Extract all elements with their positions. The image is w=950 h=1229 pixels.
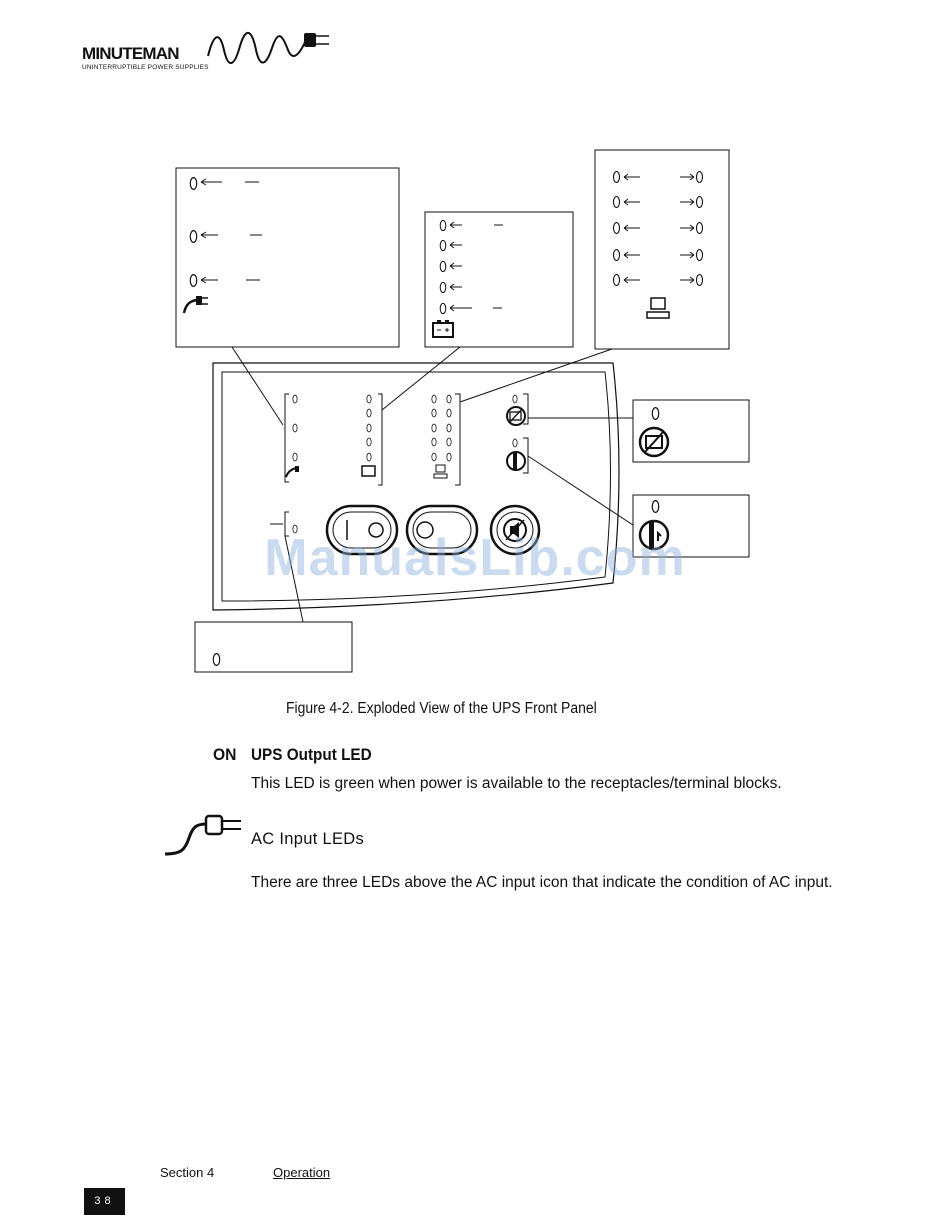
- computer-load-icon: [647, 298, 669, 318]
- battery-icon: [433, 321, 453, 337]
- footer-chapter: Operation: [273, 1165, 331, 1180]
- ac-input-title: AC Input LEDs: [251, 830, 365, 848]
- on-section-tag: ON: [213, 745, 237, 764]
- logo-wordmark: MINUTEMAN: [82, 44, 179, 63]
- leader-ac: [232, 347, 283, 425]
- footer-section: Section 4: [160, 1165, 215, 1180]
- replace-battery-icon: [640, 428, 668, 456]
- callout-battery: [425, 212, 573, 347]
- callout-ac-input: [176, 168, 399, 347]
- callout-ac-input-leds: [190, 178, 262, 287]
- leader-site-fault: [528, 456, 633, 525]
- logo-tagline: UNINTERRUPTIBLE POWER SUPPLIES: [82, 64, 209, 71]
- figure-caption: Figure 4-2. Exploded View of the UPS Front Panel: [286, 700, 597, 717]
- leader-load: [460, 349, 612, 402]
- on-section-body: This LED is green when power is available to the receptacles/terminal blocks.: [251, 775, 782, 792]
- panel-load-leds: [432, 394, 460, 485]
- leader-battery: [382, 347, 460, 410]
- panel-ac-leds: [285, 394, 299, 482]
- ac-input-body: There are three LEDs above the AC input icon that indicate the condition of AC input.: [251, 874, 833, 891]
- panel-fault-leds: [507, 394, 528, 473]
- on-section-title: UPS Output LED: [251, 745, 372, 764]
- panel-battery-leds: [362, 394, 382, 485]
- watermark: ManualsLib.com: [264, 529, 686, 587]
- ac-plug-icon: [163, 812, 245, 858]
- ac-plug-icon: [184, 296, 208, 313]
- page-number: 38: [84, 1188, 125, 1215]
- callout-battery-fault: [633, 400, 749, 462]
- callout-battery-leds: [440, 220, 503, 313]
- callout-load-leds: [614, 172, 703, 286]
